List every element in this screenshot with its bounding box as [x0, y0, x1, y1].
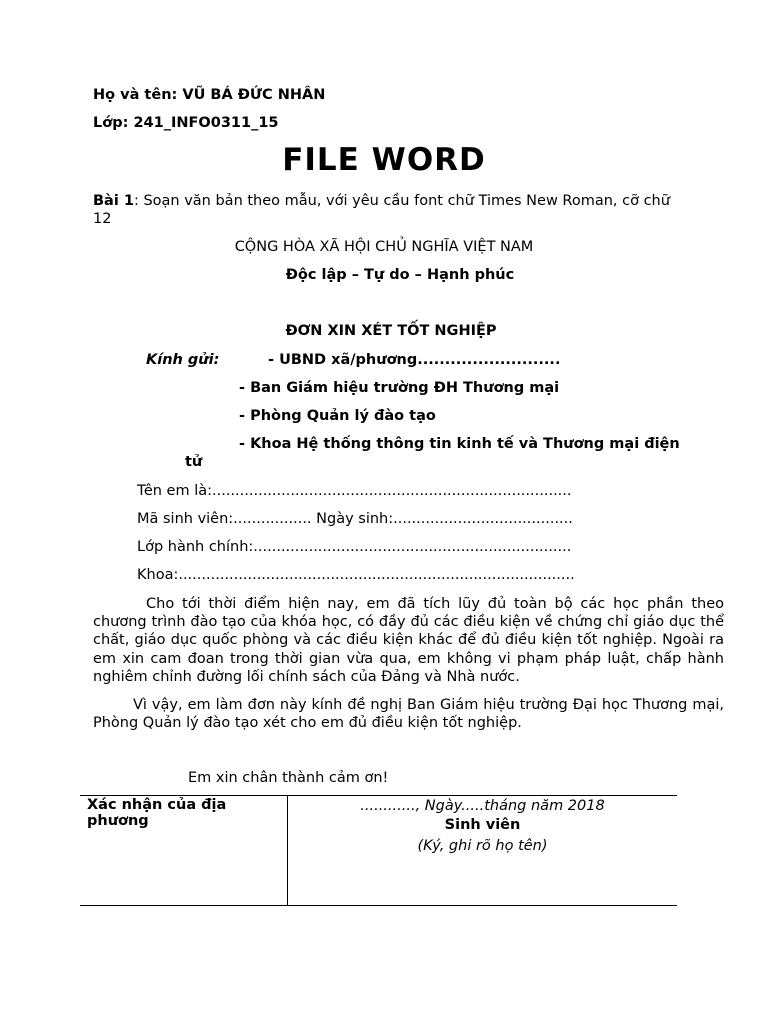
student-name-value: VŨ BÁ ĐỨC NHÂN — [182, 87, 326, 103]
field-admin-class: Lớp hành chính:..................................................................... — [137, 539, 572, 555]
document-title: FILE WORD — [282, 142, 486, 178]
motto: Độc lập – Tự do – Hạnh phúc — [285, 267, 515, 283]
signature-cell — [288, 796, 677, 858]
form-title: ĐƠN XIN XÉT TỐT NGHIỆP — [285, 323, 497, 339]
student-name-line — [93, 87, 325, 103]
date-line: ............, Ngày.....tháng năm 2018 — [360, 798, 605, 814]
student-class-line — [93, 115, 279, 131]
nation-header: CỘNG HÒA XÃ HỘI CHỦ NGHĨA VIỆT NAM — [234, 239, 534, 255]
field-faculty: Khoa:...................................................................................... — [137, 567, 575, 583]
recipient-item: - UBND xã/phương.......................... — [268, 352, 561, 368]
recipient-item-wrap: tử — [185, 454, 203, 470]
recipient-item: - Phòng Quản lý đào tạo — [239, 408, 436, 424]
student-class-value: 241_INFO0311_15 — [133, 115, 279, 131]
exercise-label: Bài 1 — [93, 193, 134, 209]
recipients-label: Kính gửi: — [146, 352, 220, 368]
recipient-item: - Ban Giám hiệu trường ĐH Thương mại — [239, 380, 560, 396]
signature-instruction: (Ký, ghi rõ họ tên) — [417, 838, 548, 854]
exercise-line — [93, 193, 670, 209]
student-class-label: Lớp: — [93, 115, 129, 131]
signature-table — [80, 795, 677, 906]
exercise-text-wrap: 12 — [93, 211, 112, 227]
body-paragraph-1: Cho tới thời điểm hiện nay, em đã tích lũy đủ toàn bộ các học phần theo chương trình đào tạo của khóa học, có đầy đủ các điều kiện về chứng chỉ giáo dục thể chất, giáo dục quốc phòng và các điều kiện khác để đủ điều kiện tốt nghiệp. Ngoài ra em xin cam đoan trong thời gian vừa qua, em không vi phạm pháp luật, chấp hành nghiêm chỉnh đường lối chính sách của Đảng và Nhà nước. — [93, 596, 724, 685]
student-name-label: Họ và tên: — [93, 87, 178, 103]
signature-role: Sinh viên — [444, 817, 521, 833]
recipient-item: - Khoa Hệ thống thông tin kinh tế và Thương mại điện — [239, 436, 680, 452]
field-student-id: Mã sinh viên:................. Ngày sinh:....................................... — [137, 511, 573, 527]
thanks-line: Em xin chân thành cảm ơn! — [188, 770, 389, 786]
field-name: Tên em là:.............................................................................. — [137, 483, 572, 499]
body-paragraph-2: Vì vậy, em làm đơn này kính đề nghị Ban Giám hiệu trường Đại học Thương mại, Phòng Quản lý đào tạo xét cho em đủ điều kiện tốt nghiệp. — [93, 697, 724, 732]
local-confirmation-label: Xác nhận của địa phương — [87, 797, 227, 829]
exercise-text: : Soạn văn bản theo mẫu, với yêu cầu font chữ Times New Roman, cỡ chữ — [133, 193, 670, 209]
